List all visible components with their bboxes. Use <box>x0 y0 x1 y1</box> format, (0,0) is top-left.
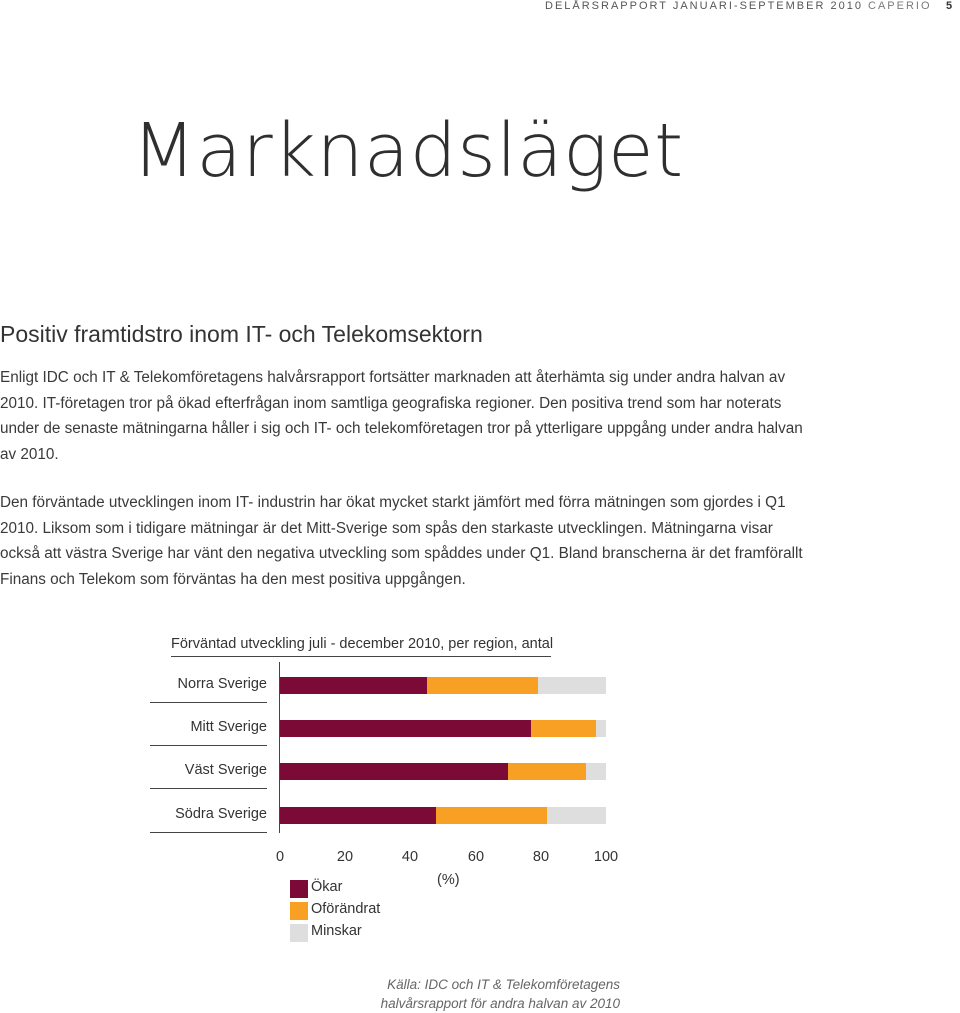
x-tick-label: 80 <box>532 849 550 865</box>
page-number: 5 <box>946 0 953 12</box>
bar-segment <box>531 720 596 737</box>
x-tick-label: 60 <box>467 849 485 865</box>
bar-segment <box>436 807 547 824</box>
x-tick-label: 20 <box>336 849 354 865</box>
category-rule <box>150 745 267 746</box>
bar-segment <box>596 720 606 737</box>
page-title: Marknadsläget <box>132 108 684 194</box>
legend-label: Ökar <box>311 879 343 895</box>
section-subtitle: Positiv framtidstro inom IT- och Telekomsektorn <box>0 321 483 347</box>
category-label: Södra Sverige <box>175 806 267 822</box>
brand-name: CAPERIO <box>868 0 932 12</box>
body-paragraph-1: Enligt IDC och IT & Telekomföretagens halvårsrapport fortsätter marknaden att återhämta sig under andra halvan av 2010. IT-företagen tror på ökad efterfrågan inom samtliga geografiska regioner. Den positiva trend som har noterats under de senaste mätningarna håller i sig och IT- och telekomföretagen tror på ytterligare uppgång under andra halvan av 2010. <box>0 369 803 463</box>
body-paragraph-2: Den förväntade utvecklingen inom IT- industrin har ökat mycket starkt jämfört med förra mätningen som gjordes i Q1 2010. Liksom som i tidigare mätningar är det Mitt-Sverige som spås den starkaste utvecklingen. Mätningarna visar också att västra Sverige har vänt den negativa utveckling som spåddes under Q1. Bland branscherna är det framförallt Finans och Telekom som förväntas ha den mest positiva uppgången. <box>0 494 803 588</box>
bar-segment <box>280 720 531 737</box>
bar-row <box>280 807 606 824</box>
x-axis-unit: (%) <box>437 872 460 888</box>
bar-segment <box>508 763 586 780</box>
legend-swatch <box>290 924 308 942</box>
legend-swatch <box>290 880 308 898</box>
bar-segment <box>538 677 606 694</box>
category-rule <box>150 702 267 703</box>
category-rule <box>150 832 267 833</box>
bar-segment <box>586 763 606 780</box>
legend-swatch <box>290 902 308 920</box>
bar-segment <box>427 677 538 694</box>
bar-row <box>280 720 606 737</box>
report-name: DELÅRSRAPPORT JANUARI-SEPTEMBER 2010 <box>545 0 863 12</box>
chart-title-rule <box>171 656 551 657</box>
x-tick-label: 0 <box>275 849 285 865</box>
chart-title: Förväntad utveckling juli - december 2010, per region, antal <box>171 636 554 652</box>
legend-label: Minskar <box>311 923 362 939</box>
bar-segment <box>280 763 508 780</box>
bar-segment <box>280 807 436 824</box>
running-header <box>545 0 945 14</box>
category-rule <box>150 788 267 789</box>
bar-segment <box>280 677 427 694</box>
x-tick-label: 40 <box>401 849 419 865</box>
category-label: Mitt Sverige <box>190 719 267 735</box>
legend-label: Oförändrat <box>311 901 381 917</box>
category-label: Väst Sverige <box>184 762 267 778</box>
bar-row <box>280 763 606 780</box>
x-tick-label: 100 <box>593 849 619 865</box>
bar-row <box>280 677 606 694</box>
category-label: Norra Sverige <box>177 676 267 692</box>
bar-segment <box>547 807 606 824</box>
chart-source: Källa: IDC och IT & Telekomföretagens halvårsrapport för andra halvan av 2010 <box>380 977 620 1011</box>
